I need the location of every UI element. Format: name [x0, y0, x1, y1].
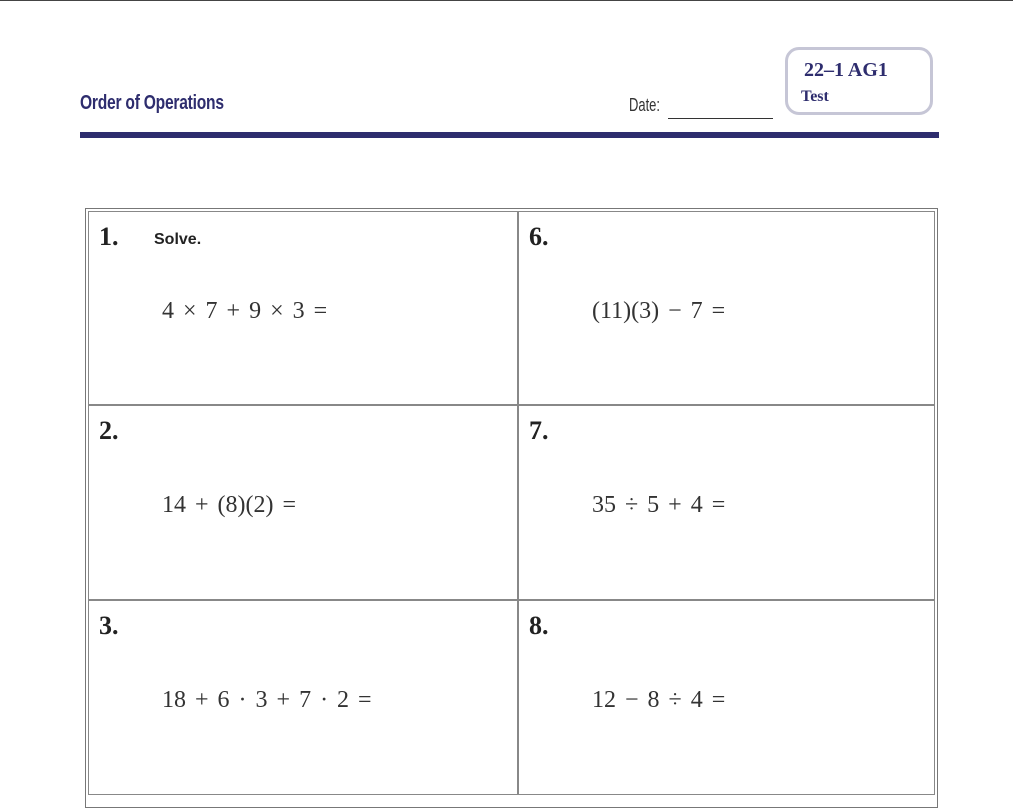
problem-cell-1 — [88, 211, 518, 405]
problem-cell-8 — [518, 600, 935, 795]
problem-number: 6. — [529, 222, 549, 251]
problem-cell-3 — [88, 600, 518, 795]
problem-grid — [85, 208, 938, 808]
date-label: Date: — [629, 95, 660, 115]
problem-expression: (11)(3) − 7 = — [592, 298, 726, 324]
lesson-badge — [785, 47, 933, 115]
top-border — [0, 0, 1013, 1]
lesson-type: Test — [801, 88, 829, 105]
problem-cell-2 — [88, 405, 518, 600]
problem-expression: 18 + 6 · 3 + 7 · 2 = — [162, 687, 372, 713]
problem-number: 1. — [99, 222, 119, 251]
problem-expression: 35 ÷ 5 + 4 = — [592, 492, 726, 518]
problem-expression: 12 − 8 ÷ 4 = — [592, 687, 726, 713]
date-blank-line — [668, 118, 773, 119]
header-rule — [80, 132, 939, 138]
problem-expression: 14 + (8)(2) = — [162, 492, 297, 518]
problem-number: 7. — [529, 416, 549, 445]
problem-cell-6 — [518, 211, 935, 405]
page-title: Order of Operations — [80, 92, 224, 114]
lesson-code: 22–1 AG1 — [804, 59, 888, 81]
problem-number: 3. — [99, 611, 119, 640]
problem-expression: 4 × 7 + 9 × 3 = — [162, 298, 328, 324]
problem-instruction: Solve. — [154, 231, 202, 248]
problem-number: 2. — [99, 416, 119, 445]
problem-cell-7 — [518, 405, 935, 600]
problem-number: 8. — [529, 611, 549, 640]
